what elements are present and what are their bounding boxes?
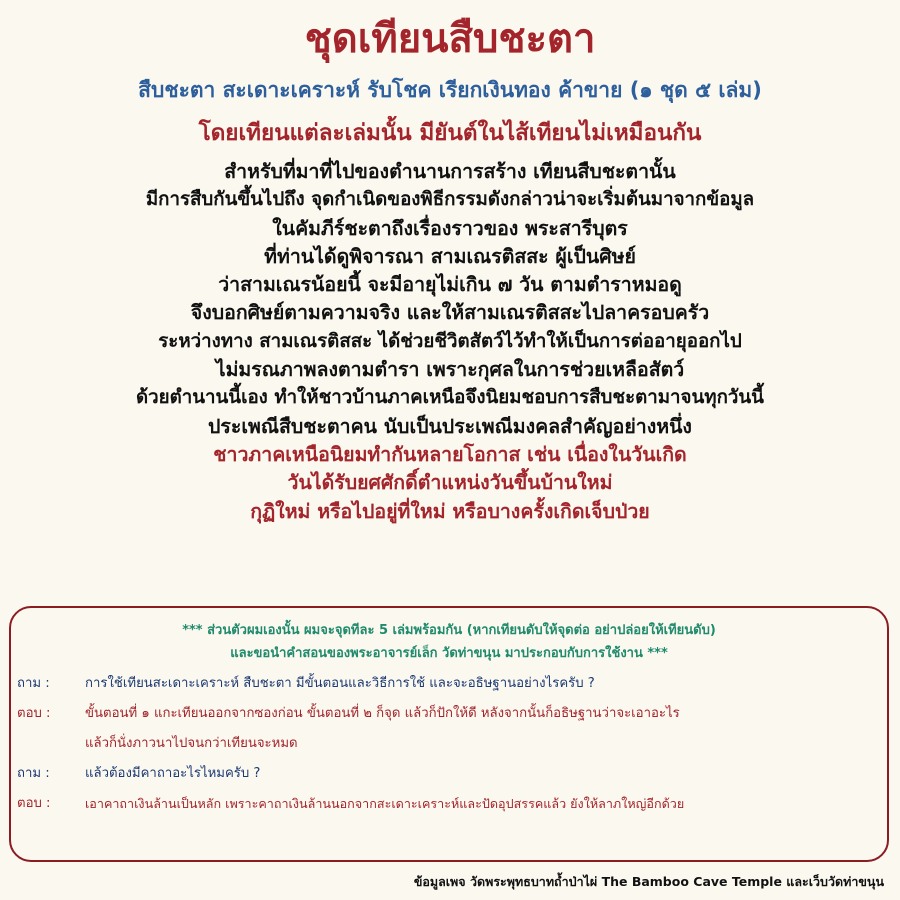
occasion-line: ชาวภาคเหนือนิยมทำกันหลายโอกาส เช่น เนื่องในวันเกิด (213, 442, 687, 466)
question-label: ถาม : (17, 676, 50, 691)
answer-text-continued: แล้วก็นั่งภาวนาไปจนกว่าเทียนจะหมด (85, 736, 298, 751)
qa-box (9, 606, 889, 862)
story-line: ที่ท่านได้ดูพิจารณา สามเณรติสสะ ผู้เป็นศิษย์ (264, 244, 636, 268)
answer-text: ขั้นตอนที่ ๑ แกะเทียนออกจากซองก่อน ขั้นตอนที่ ๒ ก็จุด แล้วก็ปักให้ดี หลังจากนั้นก็อธิษฐานว่าจะเอาอะไร (85, 706, 680, 721)
question-text: แล้วต้องมีคาถาอะไรไหมครับ ? (85, 766, 261, 781)
page-title: ชุดเทียนสืบชะตา (304, 16, 596, 62)
story-line: ว่าสามเณรน้อยนี้ จะมีอายุไม่เกิน ๗ วัน ตามตำราหมอดู (218, 273, 682, 297)
question-text: การใช้เทียนสะเดาะเคราะห์ สืบชะตา มีขั้นตอนและวิธีการใช้ และจะอธิษฐานอย่างไรครับ ? (85, 676, 595, 691)
page-subtitle: สืบชะตา สะเดาะเคราะห์ รับโชค เรียกเงินทอง ค้าขาย (๑ ชุด ๕ เล่ม) (138, 78, 762, 102)
story-line: ในคัมภีร์ชะตาถึงเรื่องราวของ พระสารีบุตร (272, 216, 628, 240)
question-row (11, 669, 887, 699)
story-line: มีการสืบกันขึ้นไปถึง จุดกำเนิดของพิธีกรรมดังกล่าวน่าจะเริ่มต้นมาจากข้อมูล (145, 189, 755, 211)
note-line: *** ส่วนตัวผมเองนั้น ผมจะจุดทีละ 5 เล่มพร้อมกัน (หากเทียนดับให้จุดต่อ อย่าปล่อยให้เทียนดับ) (182, 623, 716, 638)
source-credit: ข้อมูลเพจ วัดพระพุทธบาทถ้ำป่าไผ่ The Bamboo Cave Temple และเว็บวัดท่าขนุน (413, 874, 884, 889)
question-row (11, 759, 887, 789)
note-line: และขอนำคำสอนของพระอาจารย์เล็ก วัดท่าขนุน มาประกอบกับการใช้งาน *** (230, 646, 668, 661)
story-line: ระหว่างทาง สามเณรติสสะ ได้ช่วยชีวิตสัตว์ไว้ทำให้เป็นการต่ออายุออกไป (158, 330, 742, 352)
legend-story (0, 158, 900, 526)
occasion-line: กุฏิใหม่ หรือไปอยู่ที่ใหม่ หรือบางครั้งเกิดเจ็บป่วย (250, 499, 650, 523)
answer-text: เอาคาถาเงินล้านเป็นหลัก เพราะคาถาเงินล้านนอกจากสะเดาะเคราะห์และปัดอุปสรรคแล้ว ยังให้ลาภใหญ่อีกด้วย (85, 796, 685, 811)
story-line: ประเพณีสืบชะตาคน นับเป็นประเพณีมงคลสำคัญอย่างหนึ่ง (208, 414, 692, 438)
answer-row (11, 789, 887, 819)
story-line: สำหรับที่มาที่ไปของตำนานการสร้าง เทียนสืบชะตานั้น (224, 160, 676, 183)
answer-row (11, 699, 887, 729)
answer-label: ตอบ : (17, 706, 51, 721)
story-line: ไม่มรณภาพลงตามตำรา เพราะกุศลในการช่วยเหลือสัตว์ (215, 358, 685, 382)
occasion-line: วันได้รับยศศักดิ์ตำแหน่งวันขึ้นบ้านใหม่ (287, 471, 613, 495)
question-label: ถาม : (17, 766, 50, 781)
qa-list (11, 669, 887, 819)
story-line: ด้วยตำนานนี้เอง ทำให้ชาวบ้านภาคเหนือจึงนิยมชอบการสืบชะตามาจนทุกวันนี้ (136, 387, 764, 409)
answer-label: ตอบ : (17, 796, 51, 811)
story-line: จึงบอกศิษย์ตามความจริง และให้สามเณรติสสะไปลาครอบครัว (190, 301, 710, 325)
page-headline: โดยเทียนแต่ละเล่มนั้น มียันต์ในไส้เทียนไม่เหมือนกัน (198, 120, 702, 146)
